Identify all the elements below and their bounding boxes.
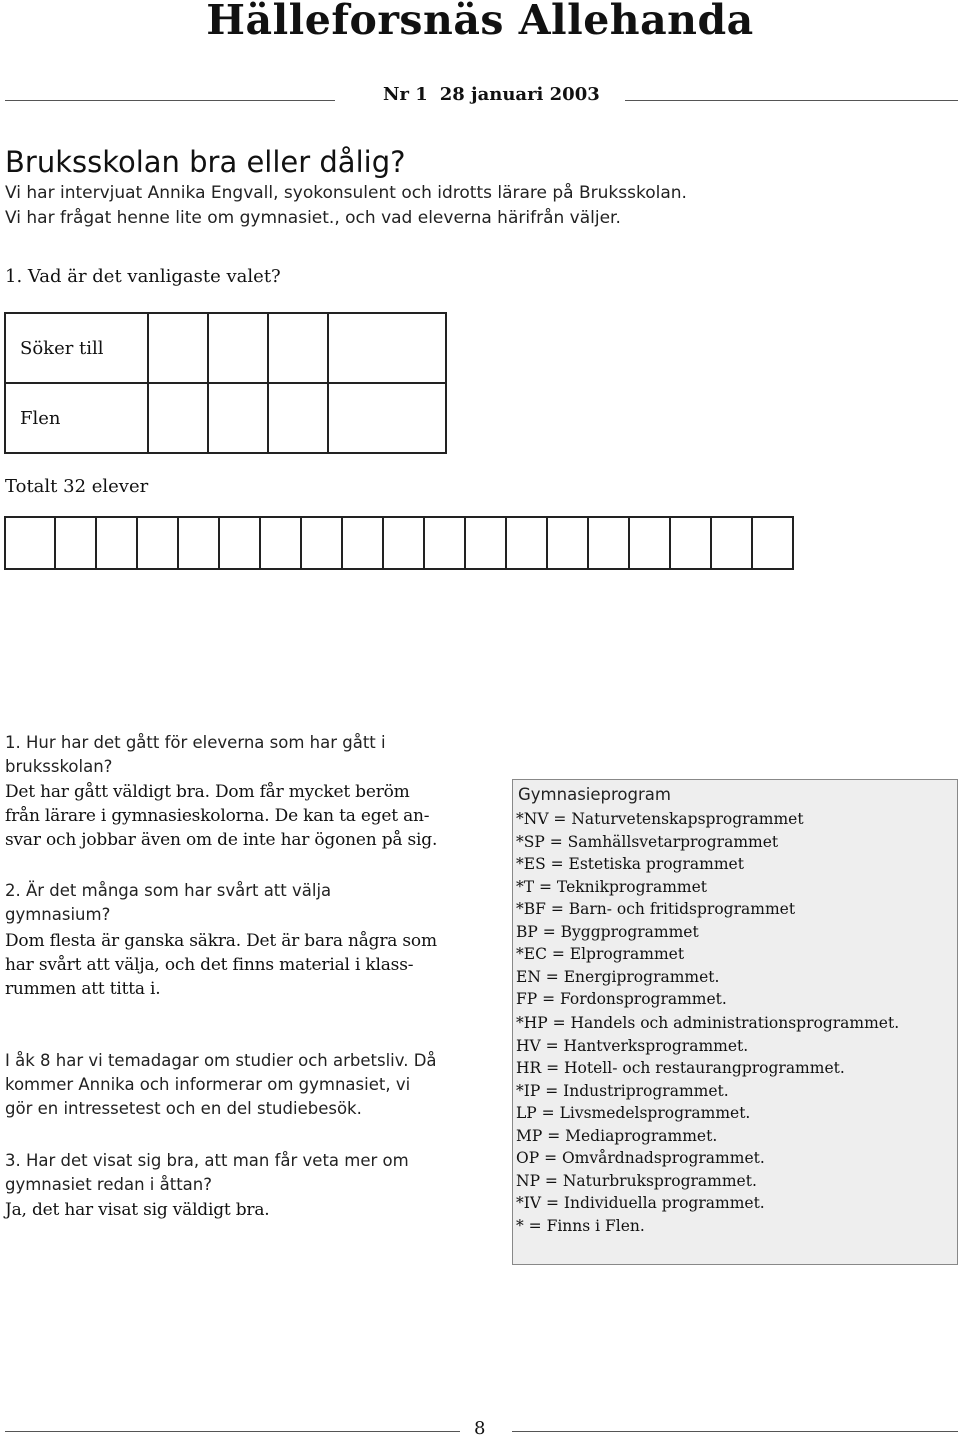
table-cell — [137, 517, 178, 569]
program-item: *NV = Naturvetenskapsprogrammet — [516, 810, 804, 828]
text-line: 3. Har det visat sig bra, att man får veta mer om — [5, 1151, 409, 1170]
program-item: *BF = Barn- och fritidsprogrammet — [516, 900, 796, 918]
intro-line-1: Vi har intervjuat Annika Engvall, syokonsulent och idrotts lärare på Bruksskolan. — [5, 183, 687, 203]
table-cell — [711, 517, 752, 569]
text-line: gymnasium? — [5, 905, 111, 924]
table-cell — [260, 517, 301, 569]
issue-date: 28 januari 2003 — [439, 84, 600, 105]
program-item: NP = Naturbruksprogrammet. — [516, 1172, 757, 1190]
text-line: Det har gått väldigt bra. Dom får mycket beröm — [5, 782, 410, 802]
paragraph-grade-8 — [5, 1049, 460, 1121]
table-cell — [424, 517, 465, 569]
interview-answer-2 — [5, 929, 460, 1001]
program-item: MP = Mediaprogrammet. — [516, 1127, 718, 1145]
table-cell — [208, 383, 268, 453]
table-cell — [629, 517, 670, 569]
program-item: OP = Omvårdnadsprogrammet. — [516, 1149, 765, 1167]
table-cell — [148, 313, 208, 383]
issue-number: Nr 1 — [383, 84, 428, 105]
row-label-soker-till: Söker till — [5, 313, 148, 383]
text-line: 1. Hur har det gått för eleverna som har gått i — [5, 733, 386, 752]
program-item: *EC = Elprogrammet — [516, 945, 685, 963]
table-row — [5, 517, 793, 569]
choice-table — [4, 312, 447, 454]
page-number: 8 — [474, 1418, 486, 1439]
program-item: FP = Fordonsprogrammet. — [516, 990, 727, 1008]
table-cell — [178, 517, 219, 569]
interview-question-3 — [5, 1149, 460, 1197]
table-cell — [465, 517, 506, 569]
footer-rule-left — [5, 1431, 460, 1432]
table-cell — [588, 517, 629, 569]
masthead-rule-right — [625, 100, 958, 101]
masthead-title: Hälleforsnäs Allehanda — [206, 0, 754, 44]
text-line: svar och jobbar även om de inte har ögonen på sig. — [5, 830, 438, 850]
issue-line — [383, 84, 600, 105]
program-item: HR = Hotell- och restaurangprogrammet. — [516, 1059, 845, 1077]
program-item: EN = Energiprogrammet. — [516, 968, 720, 986]
text-line: gör en intressetest och en del studiebesök. — [5, 1099, 362, 1118]
empty-grid-table — [4, 516, 794, 570]
table-cell — [328, 383, 446, 453]
program-item: * = Finns i Flen. — [516, 1217, 645, 1235]
table-cell — [55, 517, 96, 569]
text-line: 2. Är det många som har svårt att välja — [5, 881, 332, 900]
table-cell — [5, 517, 55, 569]
table-cell — [208, 313, 268, 383]
program-item: BP = Byggprogrammet — [516, 923, 699, 941]
text-line: I åk 8 har vi temadagar om studier och arbetsliv. Då — [5, 1051, 437, 1070]
row-label-flen: Flen — [5, 383, 148, 453]
program-item: LP = Livsmedelsprogrammet. — [516, 1104, 751, 1122]
question-common-choice: 1. Vad är det vanligaste valet? — [5, 266, 281, 287]
footer-rule-right — [512, 1431, 958, 1432]
table-cell — [96, 517, 137, 569]
table-cell — [752, 517, 793, 569]
table-cell — [219, 517, 260, 569]
table-cell — [342, 517, 383, 569]
masthead-rule-left — [5, 100, 335, 101]
table-cell — [268, 313, 328, 383]
article-headline: Bruksskolan bra eller dålig? — [5, 145, 406, 179]
program-item: *HP = Handels och administrationsprogrammet. — [516, 1014, 900, 1032]
program-item: *IV = Individuella programmet. — [516, 1194, 765, 1212]
table-cell — [328, 313, 446, 383]
text-line: har svårt att välja, och det finns material i klass- — [5, 955, 414, 975]
text-line: gymnasiet redan i åttan? — [5, 1175, 212, 1194]
interview-question-1 — [5, 731, 460, 779]
text-line: kommer Annika och informerar om gymnasiet, vi — [5, 1075, 411, 1094]
program-item: *T = Teknikprogrammet — [516, 878, 707, 896]
text-line: rummen att titta i. — [5, 979, 161, 999]
program-box-title: Gymnasieprogram — [518, 785, 671, 804]
interview-answer-3: Ja, det har visat sig väldigt bra. — [5, 1200, 270, 1220]
table-cell — [670, 517, 711, 569]
table-row — [5, 383, 446, 453]
intro-line-2: Vi har frågat henne lite om gymnasiet., och vad eleverna härifrån väljer. — [5, 208, 621, 228]
text-line: bruksskolan? — [5, 757, 113, 776]
program-item: *ES = Estetiska programmet — [516, 855, 744, 873]
interview-answer-1 — [5, 780, 460, 852]
table-cell — [268, 383, 328, 453]
table-cell — [506, 517, 547, 569]
program-item: HV = Hantverksprogrammet. — [516, 1037, 749, 1055]
table-row — [5, 313, 446, 383]
table-cell — [547, 517, 588, 569]
program-item: *SP = Samhällsvetarprogrammet — [516, 833, 779, 851]
total-students: Totalt 32 elever — [5, 476, 149, 497]
text-line: Dom flesta är ganska säkra. Det är bara några som — [5, 931, 437, 951]
table-cell — [148, 383, 208, 453]
program-item: *IP = Industriprogrammet. — [516, 1082, 729, 1100]
table-cell — [301, 517, 342, 569]
interview-question-2 — [5, 879, 460, 927]
text-line: från lärare i gymnasieskolorna. De kan ta eget an- — [5, 806, 430, 826]
table-cell — [383, 517, 424, 569]
